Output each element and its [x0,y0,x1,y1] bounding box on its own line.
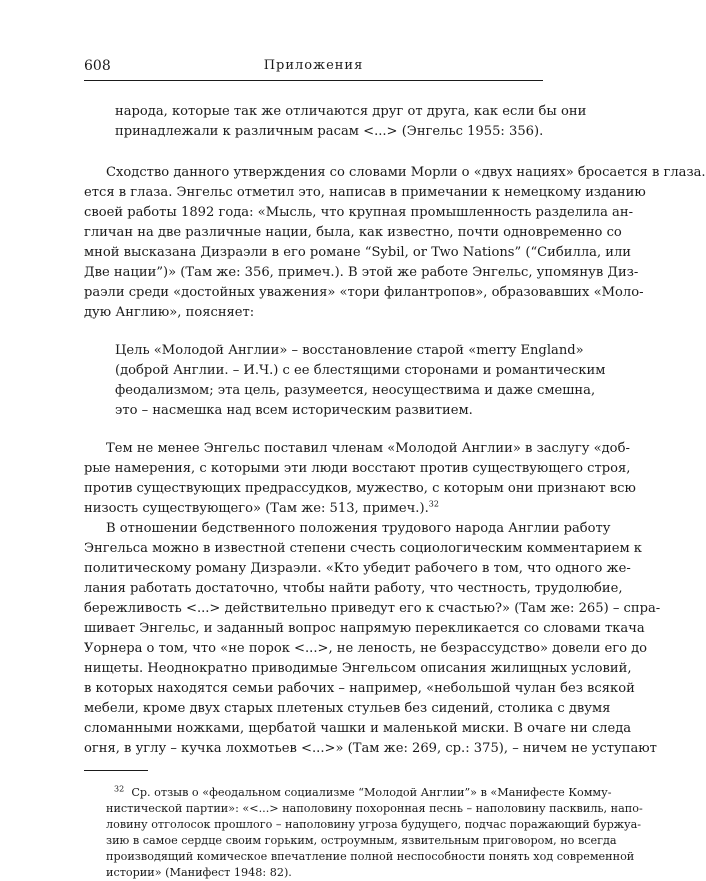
text-line: В отношении бедственного положения трудового народа Англии работу [106,521,611,536]
text-line: это – насмешка над всем историческим развитием. [115,403,473,418]
footnote-line: производящий комическое впечатление полной неспособности понять ход современной [106,850,635,863]
text-line: ется в глаза. Энгельс отметил это, написав в примечании к немецкому изданию [84,185,646,200]
text-line: мной высказана Дизраэли в его романе “Sybil, or Two Nations” (“Сибилла, или [84,245,632,260]
text-line: Энгельса можно в известной степени счесть социологическим комментарием к [84,541,642,556]
footnote-line: зию в самое сердце своим горьким, остроумным, язвительным приговором, но всегда [106,834,617,847]
running-head [84,58,543,78]
paragraph [84,163,706,323]
text-line: (доброй Англии. – И.Ч.) с ее блестящими сторонами и романтическим [115,363,606,378]
block-quote [84,102,587,142]
body-text [84,102,706,881]
paragraph [84,439,636,519]
footnote-rule [84,770,148,771]
text-line: Две нации”)» (Там же: 356, примеч.). В этой же работе Энгельс, упомянув Диз- [84,265,639,280]
text-line: принадлежали к различным расам <...> (Энгельс 1955: 356). [115,124,544,139]
text-line [84,163,706,183]
text-line: Сходство данного утверждения со словами Морли о «двух нациях» бросается в глаза. [106,165,706,180]
text-line: раэли среди «достойных уважения» «тори филантропов», образовавших «Моло- [84,285,644,300]
text-line: гличан на две различные нации, была, как известно, почти одновременно со [84,225,622,240]
text-line: Тем не менее Энгельс поставил членам «Молодой Англии» в заслугу «доб- [106,441,630,456]
text-line: лания работать достаточно, чтобы найти работу, что честность, трудолюбие, [84,581,623,596]
text-line: дую Англию», поясняет: [84,305,255,320]
section-title: Приложения [263,58,364,73]
footnote-line: ловину отголосок прошлого – наполовину угроза будущего, подчас поражающий буржуа- [106,818,642,831]
block-quote [84,341,606,421]
footnote-ref[interactable]: 32 [428,499,439,509]
text-line: в которых находятся семьи рабочих – например, «небольшой чулан без всякой [84,681,635,696]
text-line: низость существующего» (Там же: 513, примеч.). [84,501,429,516]
text-line: Уорнера о том, что «не порок <...>, не леность, не безрассудство» довели его до [84,641,648,656]
text-line: огня, в углу – кучка лохмотьев <...>» (Там же: 269, ср.: 375), – ничем не уступают [84,741,657,756]
footnote-line: Ср. отзыв о «феодальном социализме “Молодой Англии”» в «Манифесте Комму- [131,786,612,799]
footnote-line: истории» (Манифест 1948: 82). [106,866,292,879]
footnote-line [84,784,612,801]
header-rule [84,80,543,81]
text-line: мебели, кроме двух старых плетеных стульев без сидений, столика с двумя [84,701,611,716]
text-line: бережливость <...> действительно приведут его к счастью?» (Там же: 265) – спра- [84,601,661,616]
text-line: против существующих предрассудков, мужество, с которым они признают всю [84,481,636,496]
footnote [84,784,643,881]
text-line: феодализмом; эта цель, разумеется, неосуществима и даже смешна, [115,383,596,398]
text-line [84,499,543,519]
text-line: народа, которые так же отличаются друг от друга, как если бы они [115,104,587,119]
text-line: рые намерения, с которыми эти люди восстают против существующего строя, [84,461,631,476]
text-line: нищеты. Неоднократно приводимые Энгельсом описания жилищных условий, [84,661,632,676]
footnote-line: нистической партии»: «<...> наполовину похоронная песнь – наполовину пасквиль, напо- [106,802,643,815]
text-line: политическому роману Дизраэли. «Кто убедит рабочего в том, что одного же- [84,561,631,576]
paragraph [84,519,661,759]
text-line: сломанными ножками, щербатой чашки и маленькой миски. В очаге ни следа [84,721,632,736]
text-line: шивает Энгельс, и заданный вопрос напрямую перекликается со словами ткача [84,621,645,636]
text-line: Цель «Молодой Англии» – восстановление старой «merry England» [115,343,584,358]
page-number: 608 [84,58,111,74]
footnote-number: 32 [114,784,125,794]
text-line: своей работы 1892 года: «Мысль, что крупная промышленность разделила ан- [84,205,633,220]
